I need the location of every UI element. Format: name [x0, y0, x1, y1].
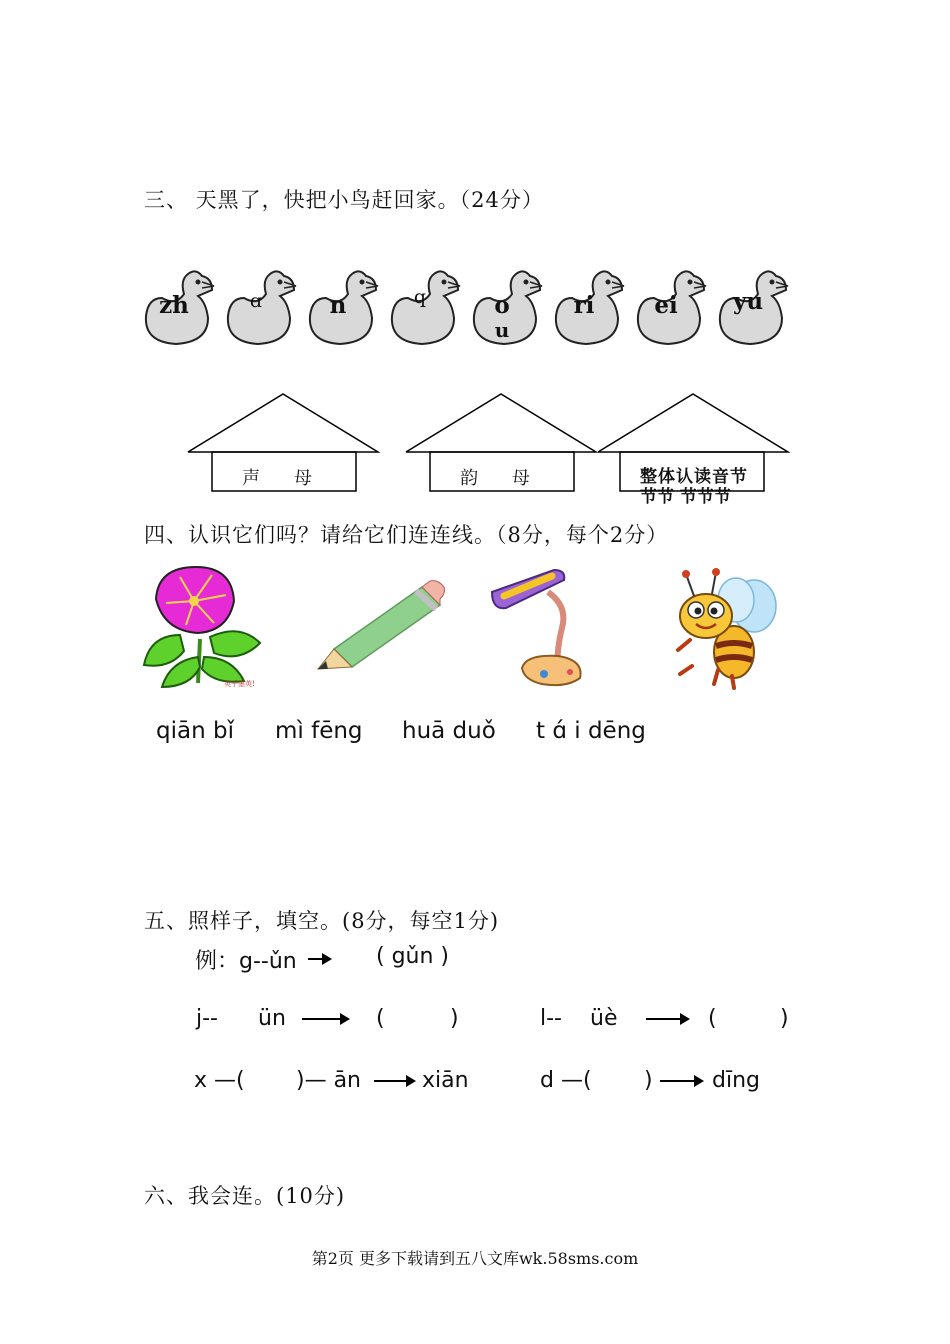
example-left: 例：g--ǔn — [195, 949, 297, 974]
row2-a-answer-field[interactable] — [252, 1068, 294, 1096]
pinyin-huaduo[interactable]: huā duǒ — [402, 718, 496, 744]
flower-caption: 英乎墨英! — [224, 680, 255, 688]
bee-picture[interactable] — [672, 566, 780, 690]
row1-b-answer-field[interactable] — [724, 1006, 778, 1034]
flower-icon — [140, 565, 262, 693]
bird-label: ei — [654, 292, 678, 319]
bird-4[interactable] — [388, 268, 464, 346]
bird-label: n — [329, 292, 347, 319]
desk-lamp-icon — [486, 566, 594, 690]
house-label-overlay: 节节 节节节 — [640, 487, 731, 507]
bird-2[interactable] — [224, 268, 300, 346]
house-label-shengmu[interactable]: 声 母 — [242, 468, 326, 489]
row1-a-paren-open: ( — [376, 1006, 385, 1031]
pinyin-mifeng[interactable]: mì fēng — [275, 718, 363, 744]
bird-row — [0, 268, 950, 348]
arrow-icon — [660, 1080, 702, 1082]
row1-b-initial: l-- — [540, 1006, 562, 1031]
arrow-icon — [646, 1018, 688, 1020]
flower-picture[interactable] — [140, 565, 262, 693]
houses — [0, 390, 950, 507]
arrow-icon — [374, 1080, 414, 1082]
page-footer: 第2页 更多下载请到五八文库wk.58sms.com — [311, 1249, 639, 1268]
row2-a-result: xiān — [422, 1068, 469, 1093]
bird-6[interactable] — [552, 268, 628, 346]
row1-a-answer-field[interactable] — [392, 1006, 446, 1034]
bird-label: zh — [159, 292, 189, 319]
bird-3[interactable] — [306, 268, 382, 346]
row2-b-mid: ) — [644, 1068, 653, 1093]
bird-label: ri — [573, 292, 595, 319]
row1-a-final: ün — [258, 1006, 286, 1031]
pinyin-taideng[interactable]: t ɑ́ i dēng — [536, 718, 646, 744]
arrow-icon — [302, 1018, 348, 1020]
row1-b-final: üè — [590, 1006, 618, 1031]
bird-8[interactable] — [716, 268, 792, 346]
bee-icon — [672, 566, 780, 690]
pencil-picture[interactable] — [312, 575, 450, 671]
desk-lamp-picture[interactable] — [486, 566, 594, 690]
bird-label: yu — [732, 288, 764, 315]
section3-title: 三、 天黑了，快把小鸟赶回家。（24分） — [144, 188, 544, 212]
row1-a-initial: j-- — [196, 1006, 218, 1031]
house-label-zhengti[interactable]: 整体认读音节 — [640, 467, 748, 487]
arrow-icon — [308, 958, 330, 960]
bird-label: ɑ — [249, 290, 263, 312]
row2-b-result: dīng — [712, 1068, 760, 1093]
pinyin-qianbi[interactable]: qiān bǐ — [156, 718, 234, 744]
example-right: ( gǔn ) — [376, 944, 450, 969]
section4-title: 四、认识它们吗？请给它们连连线。（8分，每个2分） — [144, 523, 669, 547]
row1-a-paren-close: ) — [450, 1006, 459, 1031]
row1-b-paren-open: ( — [708, 1006, 717, 1031]
section6-title: 六、我会连。(10分) — [144, 1184, 346, 1208]
section5-title: 五、照样子，填空。(8分，每空1分) — [144, 909, 500, 933]
row2-b-initial: d —( — [540, 1068, 592, 1093]
row2-a-mid: )— ān — [296, 1068, 362, 1093]
bird-1[interactable] — [142, 268, 218, 346]
bird-label-extra: u — [494, 318, 510, 342]
bird-label: o — [494, 292, 510, 319]
row2-a-initial: x —( — [194, 1068, 245, 1093]
row2-b-answer-field[interactable] — [600, 1068, 642, 1096]
house-label-yunmu[interactable]: 韵 母 — [460, 468, 544, 489]
bird-5[interactable] — [470, 268, 546, 346]
row1-b-paren-close: ) — [780, 1006, 789, 1031]
pencil-icon — [312, 575, 450, 671]
bird-label: q — [413, 286, 427, 308]
bird-7[interactable] — [634, 268, 710, 346]
